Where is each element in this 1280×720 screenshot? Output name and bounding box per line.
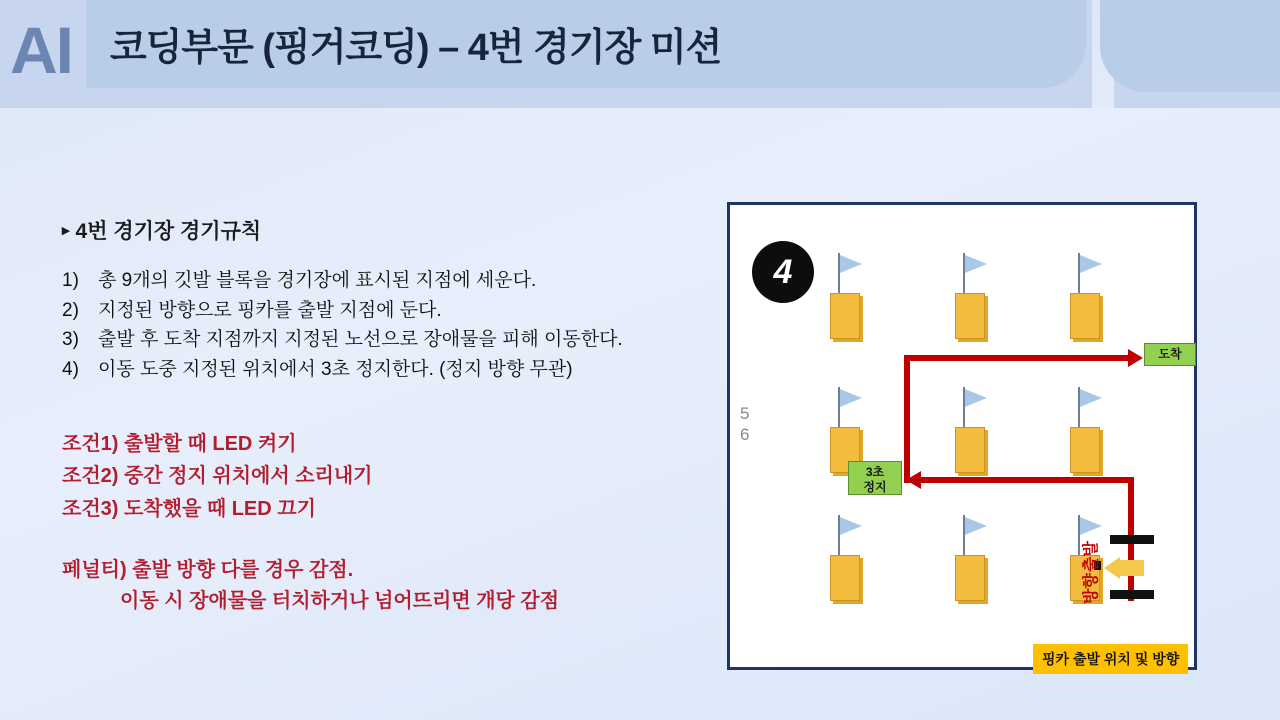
marker-label-direction: 방향 bbox=[1082, 573, 1100, 604]
field-diagram-panel bbox=[727, 202, 1197, 670]
block-box bbox=[955, 427, 985, 473]
route-segment-vertical-upper bbox=[904, 355, 910, 483]
marker-bar-top bbox=[1110, 535, 1154, 544]
list-item-number: 3) bbox=[62, 329, 79, 350]
flag-icon bbox=[840, 255, 862, 273]
flag-block bbox=[830, 253, 870, 331]
route-arrow-head-left bbox=[906, 471, 921, 489]
block-box bbox=[1070, 427, 1100, 473]
route-segment-horizontal-top bbox=[904, 355, 1132, 361]
bullet-marker-icon: ▸ bbox=[62, 222, 70, 239]
flag-block bbox=[955, 387, 995, 465]
block-box bbox=[830, 293, 860, 339]
flag-icon bbox=[965, 255, 987, 273]
rules-list bbox=[62, 267, 722, 384]
condition-item: 조건1) 출발할 때 LED 켜기 bbox=[62, 433, 297, 455]
flag-block bbox=[955, 253, 995, 331]
list-item-number: 1) bbox=[62, 270, 79, 291]
penalty-note bbox=[62, 555, 722, 617]
flag-block bbox=[830, 387, 870, 465]
flag-block bbox=[1070, 387, 1110, 465]
list-item bbox=[62, 267, 722, 296]
side-digit-labels: 5 6 bbox=[740, 404, 750, 445]
block-box bbox=[955, 293, 985, 339]
field-number-badge: 4 bbox=[752, 241, 814, 303]
penalty-detail: 이동 시 장애물을 터치하거나 넘어뜨리면 개당 감점 bbox=[120, 590, 560, 613]
block-box bbox=[955, 555, 985, 601]
logo-text: AI bbox=[10, 13, 72, 87]
page-title: 코딩부문 (핑거코딩) – 4번 경기장 미션 bbox=[110, 27, 722, 69]
marker-bar-bottom bbox=[1110, 590, 1154, 599]
caption-start-position: 핑카 출발 위치 및 방향 bbox=[1033, 644, 1188, 674]
list-item-text: 총 9개의 깃발 블록을 경기장에 표시된 지점에 세운다. bbox=[98, 270, 537, 291]
list-item-text: 이동 도중 지정된 위치에서 3초 정지한다. (정지 방향 무관) bbox=[98, 358, 573, 380]
flag-icon bbox=[1080, 255, 1102, 273]
rules-heading-text: 4번 경기장 경기규칙 bbox=[75, 220, 262, 243]
list-item-text: 지정된 방향으로 핑카를 출발 지점에 둔다. bbox=[98, 299, 442, 321]
condition-item: 조건3) 도착했을 때 LED 끄기 bbox=[62, 497, 316, 520]
tag-arrival: 도착 bbox=[1144, 343, 1196, 366]
flag-icon bbox=[1080, 517, 1102, 535]
list-item-number: 4) bbox=[62, 358, 79, 380]
flag-icon bbox=[840, 389, 862, 407]
list-item bbox=[62, 297, 722, 326]
block-box bbox=[830, 555, 860, 601]
flag-icon bbox=[840, 517, 862, 535]
flag-icon bbox=[965, 517, 987, 535]
car-start-marker bbox=[1080, 535, 1158, 604]
rules-column bbox=[62, 215, 722, 617]
list-item-text: 출발 후 도착 지점까지 지정된 노선으로 장애물을 피해 이동한다. bbox=[98, 329, 623, 350]
flag-block bbox=[830, 515, 870, 593]
tag-stop: 3초 정지 bbox=[848, 461, 902, 495]
flag-block bbox=[1070, 253, 1110, 331]
title-side-pill bbox=[1100, 0, 1280, 92]
flag-block bbox=[955, 515, 995, 593]
penalty-title: 페널티) 출발 방향 다를 경우 감점. bbox=[62, 559, 354, 582]
rules-heading bbox=[62, 215, 722, 245]
flag-icon bbox=[1080, 389, 1102, 407]
list-item-number: 2) bbox=[62, 299, 79, 321]
flag-icon bbox=[965, 389, 987, 407]
block-box bbox=[1070, 293, 1100, 339]
route-arrow-head-right bbox=[1128, 349, 1143, 367]
car-body-icon bbox=[1118, 560, 1144, 576]
condition-item: 조건2) 중간 정지 위치에서 소리내기 bbox=[62, 465, 373, 488]
conditions-list bbox=[62, 428, 722, 525]
list-item bbox=[62, 356, 722, 385]
list-item bbox=[62, 326, 722, 355]
route-segment-horizontal-bottom bbox=[920, 477, 1134, 483]
marker-label-start: 출발 bbox=[1082, 541, 1100, 572]
